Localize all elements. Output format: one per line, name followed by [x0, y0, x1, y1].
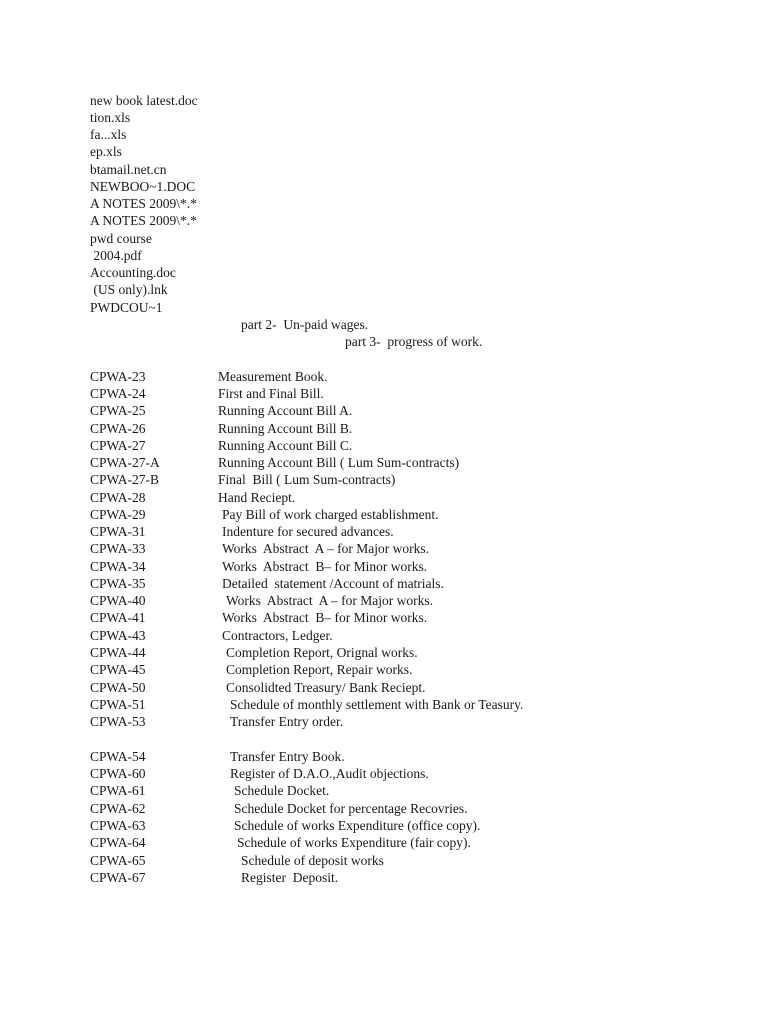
form-code: CPWA-33 [90, 541, 146, 556]
form-title: Works Abstract B– for Minor works. [222, 559, 428, 574]
form-code: CPWA-35 [90, 576, 146, 591]
header-line: Accounting.doc [90, 265, 176, 280]
form-title: Register Deposit. [241, 870, 339, 885]
form-title: Pay Bill of work charged establishment. [222, 507, 439, 522]
header-line: A NOTES 2009\*.* [90, 213, 197, 228]
header-line: A NOTES 2009\*.* [90, 196, 197, 211]
form-title: Schedule of works Expenditure (office copy). [234, 818, 481, 833]
form-code: CPWA-51 [90, 697, 146, 712]
form-title: Schedule of works Expenditure (fair copy). [237, 835, 471, 850]
form-code: CPWA-45 [90, 662, 146, 677]
form-code: CPWA-54 [90, 749, 146, 764]
form-title: Transfer Entry order. [230, 714, 344, 729]
header-line: ep.xls [90, 144, 122, 159]
header-line: (US only).lnk [90, 282, 168, 297]
form-code: CPWA-26 [90, 421, 146, 436]
header-line: PWDCOU~1 [90, 300, 163, 315]
header-line: fa...xls [90, 127, 127, 142]
form-code: CPWA-67 [90, 870, 146, 885]
form-title: Final Bill ( Lum Sum-contracts) [218, 472, 396, 487]
form-title: Completion Report, Repair works. [226, 662, 413, 677]
form-title: Completion Report, Orignal works. [226, 645, 418, 660]
header-line: 2004.pdf [90, 248, 142, 263]
part-line: part 3- progress of work. [345, 334, 483, 349]
header-line: NEWBOO~1.DOC [90, 179, 196, 194]
form-code: CPWA-27-A [90, 455, 160, 470]
form-code: CPWA-43 [90, 628, 146, 643]
form-title: Works Abstract A – for Major works. [222, 541, 430, 556]
header-line: tion.xls [90, 110, 131, 125]
form-title: Hand Reciept. [218, 490, 296, 505]
form-title: First and Final Bill. [218, 386, 324, 401]
form-code: CPWA-65 [90, 853, 146, 868]
form-title: Schedule of monthly settlement with Bank or Teasury. [230, 697, 524, 712]
form-title: Schedule Docket. [234, 783, 330, 798]
form-title: Measurement Book. [218, 369, 328, 384]
part-line: part 2- Un-paid wages. [241, 317, 369, 332]
form-code: CPWA-41 [90, 610, 146, 625]
form-code: CPWA-29 [90, 507, 146, 522]
form-title: Running Account Bill A. [218, 403, 353, 418]
form-code: CPWA-64 [90, 835, 146, 850]
form-code: CPWA-40 [90, 593, 146, 608]
form-title: Consolidted Treasury/ Bank Reciept. [226, 680, 426, 695]
form-code: CPWA-24 [90, 386, 146, 401]
form-code: CPWA-34 [90, 559, 146, 574]
form-title: Running Account Bill ( Lum Sum-contracts) [218, 455, 460, 470]
form-code: CPWA-53 [90, 714, 146, 729]
form-code: CPWA-44 [90, 645, 146, 660]
form-code: CPWA-63 [90, 818, 146, 833]
form-title: Detailed statement /Account of matrials. [222, 576, 444, 591]
form-code: CPWA-28 [90, 490, 146, 505]
form-code: CPWA-27 [90, 438, 146, 453]
header-line: pwd course [90, 231, 152, 246]
form-title: Register of D.A.O.,Audit objections. [230, 766, 429, 781]
form-title: Running Account Bill B. [218, 421, 353, 436]
form-title: Schedule of deposit works [241, 853, 384, 868]
form-code: CPWA-62 [90, 801, 146, 816]
form-title: Running Account Bill C. [218, 438, 353, 453]
form-code: CPWA-60 [90, 766, 146, 781]
form-title: Schedule Docket for percentage Recovries. [234, 801, 468, 816]
form-code: CPWA-31 [90, 524, 146, 539]
form-code: CPWA-25 [90, 403, 146, 418]
form-code: CPWA-61 [90, 783, 146, 798]
header-line: new book latest.doc [90, 93, 198, 108]
form-title: Contractors, Ledger. [222, 628, 333, 643]
form-title: Transfer Entry Book. [230, 749, 345, 764]
form-title: Indenture for secured advances. [222, 524, 394, 539]
form-code: CPWA-50 [90, 680, 146, 695]
form-code: CPWA-23 [90, 369, 146, 384]
form-title: Works Abstract B– for Minor works. [222, 610, 428, 625]
form-code: CPWA-27-B [90, 472, 160, 487]
form-title: Works Abstract A – for Major works. [226, 593, 434, 608]
header-line: btamail.net.cn [90, 162, 167, 177]
